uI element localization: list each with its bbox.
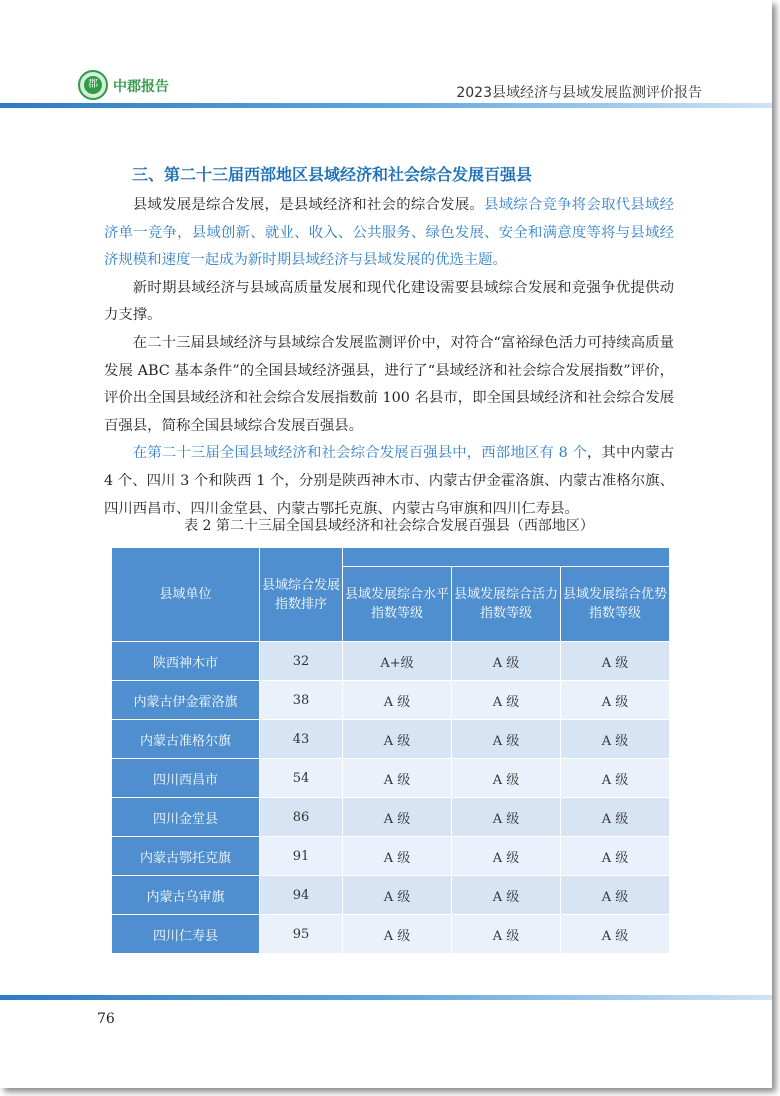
table-row bbox=[112, 915, 670, 954]
rank-cell: 94 bbox=[260, 876, 343, 915]
vitality-cell: A 级 bbox=[452, 681, 561, 720]
highlighted-text: 在第二十三届全国县域经济和社会综合发展百强县中，西部地区有 8 个 bbox=[132, 445, 587, 462]
advantage-cell: A 级 bbox=[561, 837, 670, 876]
rank-cell: 54 bbox=[260, 759, 343, 798]
header-vitality: 县域发展综合活力指数等级 bbox=[452, 567, 561, 642]
vitality-cell: A 级 bbox=[452, 915, 561, 954]
advantage-cell: A 级 bbox=[561, 642, 670, 681]
vitality-cell: A 级 bbox=[452, 642, 561, 681]
level-cell: A+级 bbox=[343, 642, 452, 681]
text-run: ，其中内蒙古 4 个、四川 3 个和陕西 1 个，分别是陕西神木市、内蒙古伊金霍洛旗、内蒙古准格尔旗、四川西昌市、四川金堂县、内蒙古鄂托克旗、内蒙古乌审旗和四川仁寿县。 bbox=[104, 445, 674, 517]
logo-glyph: 郡 bbox=[84, 76, 102, 94]
county-name-cell: 内蒙古准格尔旗 bbox=[112, 720, 260, 759]
level-cell: A 级 bbox=[343, 837, 452, 876]
level-cell: A 级 bbox=[343, 915, 452, 954]
paragraph bbox=[104, 275, 674, 330]
vitality-cell: A 级 bbox=[452, 720, 561, 759]
logo-icon bbox=[78, 70, 108, 100]
rank-cell: 32 bbox=[260, 642, 343, 681]
table-body bbox=[112, 642, 670, 954]
footer-divider bbox=[0, 995, 772, 1000]
vitality-cell: A 级 bbox=[452, 759, 561, 798]
county-name-cell: 内蒙古伊金霍洛旗 bbox=[112, 681, 260, 720]
county-name-cell: 内蒙古乌审旗 bbox=[112, 876, 260, 915]
paragraph bbox=[104, 330, 674, 440]
table-row bbox=[112, 759, 670, 798]
table-row bbox=[112, 720, 670, 759]
header-rank: 县域综合发展指数排序 bbox=[260, 548, 343, 642]
header-level: 县域发展综合水平指数等级 bbox=[343, 567, 452, 642]
rank-cell: 95 bbox=[260, 915, 343, 954]
text-run: 在二十三届县域经济与县域综合发展监测评价中，对符合“富裕绿色活力可持续高质量发展 ABC 基本条件”的全国县域经济强县，进行了“县域经济和社会综合发展指数”评价，评价出全国县域经济和社会综合发展指数前 100 名县市，即全国县域经济和社会综合发展百强县，简称全国县域综合发展百强县。 bbox=[104, 334, 674, 434]
table-row bbox=[112, 798, 670, 837]
advantage-cell: A 级 bbox=[561, 759, 670, 798]
level-cell: A 级 bbox=[343, 759, 452, 798]
running-head: 2023县域经济与县域发展监测评价报告 bbox=[456, 85, 702, 101]
table-row bbox=[112, 837, 670, 876]
vitality-cell: A 级 bbox=[452, 798, 561, 837]
level-cell: A 级 bbox=[343, 720, 452, 759]
rank-cell: 91 bbox=[260, 837, 343, 876]
county-name-cell: 陕西神木市 bbox=[112, 642, 260, 681]
advantage-cell: A 级 bbox=[561, 915, 670, 954]
body-text bbox=[104, 192, 674, 523]
page-number: 76 bbox=[97, 1011, 115, 1027]
advantage-cell: A 级 bbox=[561, 798, 670, 837]
paragraph bbox=[104, 192, 674, 275]
table-row bbox=[112, 681, 670, 720]
county-name-cell: 内蒙古鄂托克旗 bbox=[112, 837, 260, 876]
county-name-cell: 四川仁寿县 bbox=[112, 915, 260, 954]
text-run: 县域发展是综合发展，是县域经济和社会的综合发展。 bbox=[132, 197, 484, 213]
vitality-cell: A 级 bbox=[452, 837, 561, 876]
advantage-cell: A 级 bbox=[561, 876, 670, 915]
ranking-table bbox=[111, 547, 670, 954]
level-cell: A 级 bbox=[343, 681, 452, 720]
highlighted-text: 县域综合竞争将会取代县域经济单一竞争，县域创新、就业、收入、公共服务、绿色发展、安全和满意度等将与县域经济规模和速度一起成为新时期县域经济与县域发展的优选主题。 bbox=[104, 197, 674, 269]
header-divider bbox=[0, 103, 772, 108]
advantage-cell: A 级 bbox=[561, 720, 670, 759]
brand-name: 中郡报告 bbox=[113, 79, 169, 95]
rank-cell: 86 bbox=[260, 798, 343, 837]
rank-cell: 38 bbox=[260, 681, 343, 720]
table-row bbox=[112, 876, 670, 915]
text-run: 新时期县域经济与县域高质量发展和现代化建设需要县域综合发展和竞强争优提供动力支撑。 bbox=[104, 279, 674, 324]
header-advantage: 县域发展综合优势指数等级 bbox=[561, 567, 670, 642]
county-name-cell: 四川金堂县 bbox=[112, 798, 260, 837]
table-row bbox=[112, 642, 670, 681]
paragraph bbox=[104, 440, 674, 523]
rank-cell: 43 bbox=[260, 720, 343, 759]
table-caption: 表 2 第二十三届全国县域经济和社会综合发展百强县（西部地区） bbox=[184, 518, 594, 534]
section-title: 三、第二十三届西部地区县域经济和社会综合发展百强县 bbox=[132, 165, 533, 184]
level-cell: A 级 bbox=[343, 876, 452, 915]
header-group-spacer bbox=[343, 548, 670, 567]
county-name-cell: 四川西昌市 bbox=[112, 759, 260, 798]
vitality-cell: A 级 bbox=[452, 876, 561, 915]
level-cell: A 级 bbox=[343, 798, 452, 837]
header-unit: 县域单位 bbox=[112, 548, 260, 642]
advantage-cell: A 级 bbox=[561, 681, 670, 720]
